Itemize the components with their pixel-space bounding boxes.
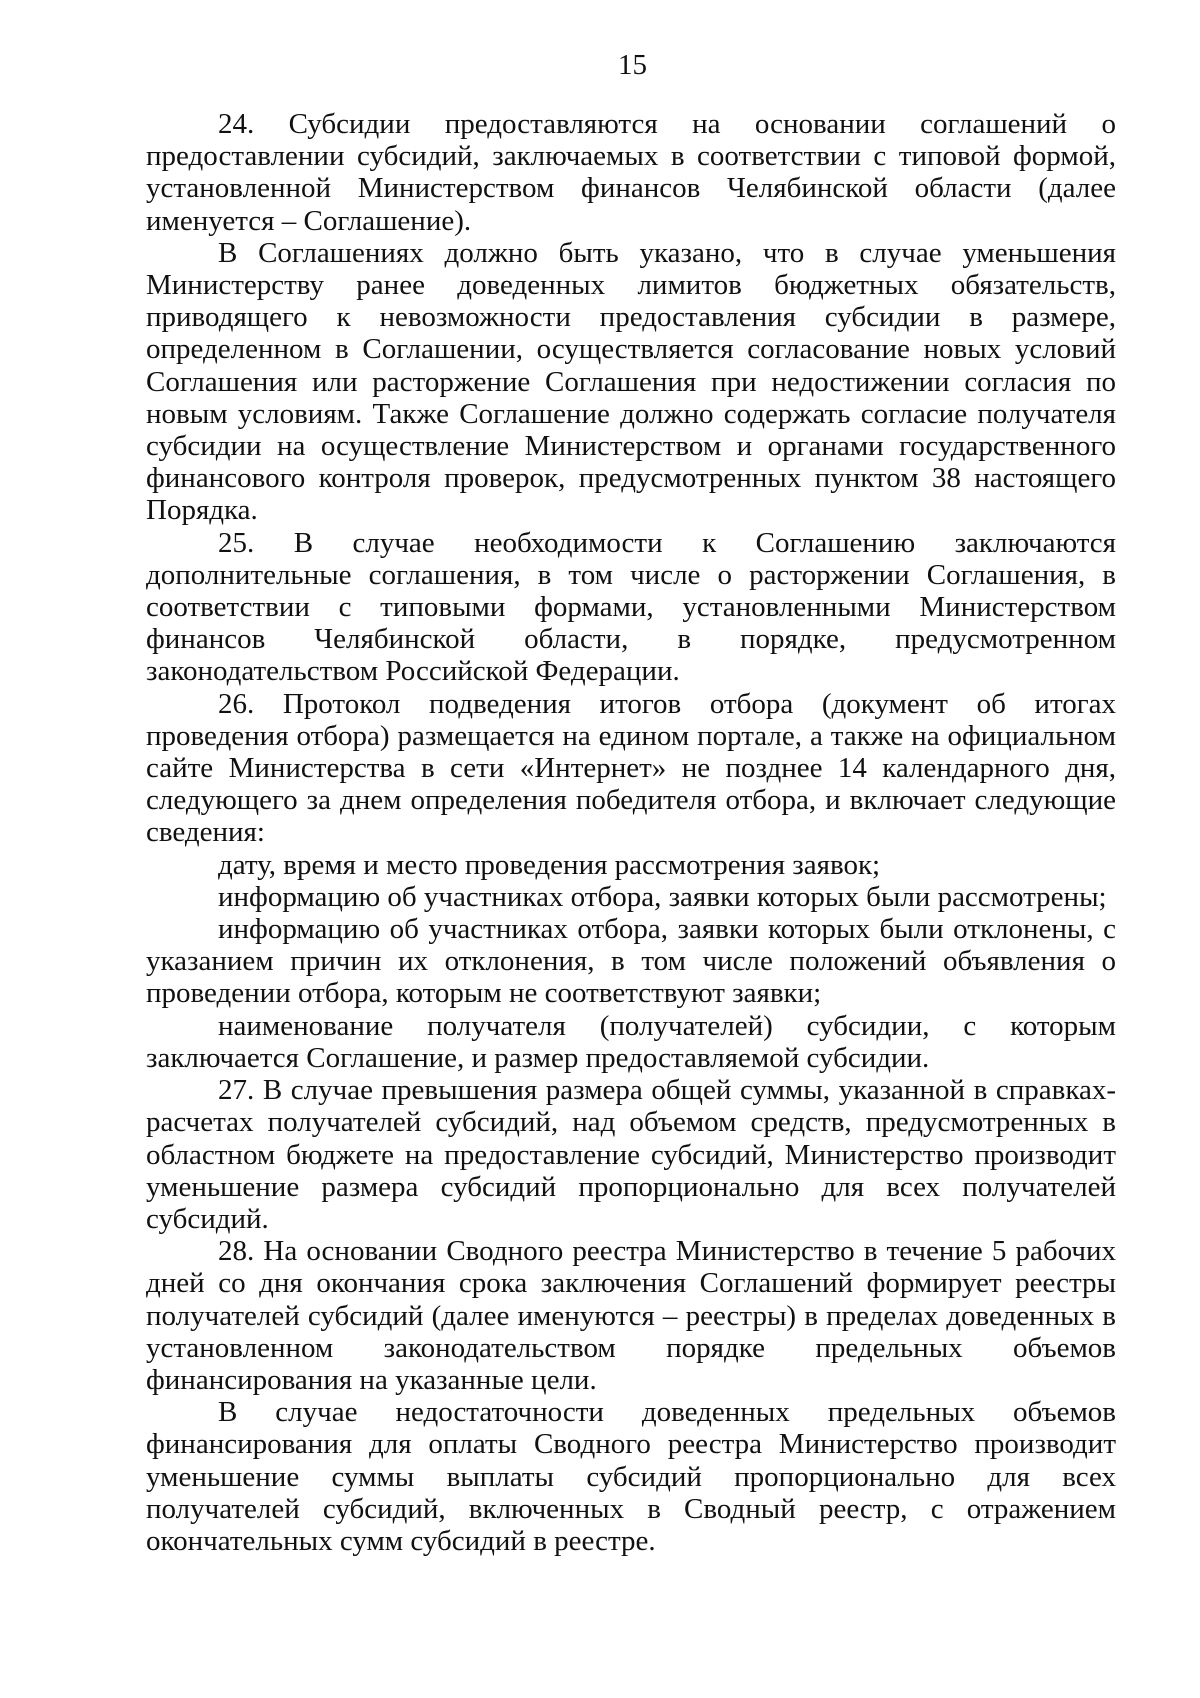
page-number: 15 bbox=[618, 49, 647, 81]
paragraph-26-item-recipient: наименование получателя (получателей) субсидии, с которым заключается Соглашение, и размер предоставляемой субсидии. bbox=[146, 1009, 1116, 1074]
paragraph-24: 24. Субсидии предоставляются на основании соглашений о предоставлении субсидий, заключаемых в соответствии с типовой формой, установленной Министерством финансов Челябинской области (далее именуется – Соглашение). bbox=[146, 108, 1116, 237]
paragraph-25: 25. В случае необходимости к Соглашению заключаются дополнительные соглашения, в том числе о расторжении Соглашения, в соответствии с типовыми формами, установленными Министерством финансов Челябинской области, в порядке, предусмотренном законодательством Российской Федерации. bbox=[146, 526, 1116, 688]
document-body bbox=[146, 108, 1116, 1557]
paragraph-26-item-date: дату, время и место проведения рассмотрения заявок; bbox=[218, 848, 881, 881]
paragraph-28: 28. На основании Сводного реестра Министерство в течение 5 рабочих дней со дня окончания срока заключения Соглашений формирует реестры получателей субсидий (далее именуются – реестры) в пределах доведенных в установленном законодательством порядке предельных объемов финансирования на указанные цели. bbox=[146, 1235, 1116, 1396]
paragraph-26: 26. Протокол подведения итогов отбора (документ об итогах проведения отбора) размещается на едином портале, а также на официальном сайте Министерства в сети «Интернет» не позднее 14 календарного дня, следующего за днем определения победителя отбора, и включает следующие сведения: bbox=[146, 687, 1116, 849]
paragraph-24-agreement-terms: В Соглашениях должно быть указано, что в случае уменьшения Министерству ранее доведенных лимитов бюджетных обязательств, приводящего к невозможности предоставления субсидии в размере, определенном в Соглашении, осуществляется согласование новых условий Соглашения или расторжение Соглашения при недостижении согласия по новым условиям. Также Соглашение должно содержать согласие получателя субсидии на осуществление Министерством и органами государственного финансового контроля проверок, предусмотренных пунктом 38 настоящего Порядка. bbox=[146, 236, 1116, 527]
paragraph-26-item-reviewed: информацию об участниках отбора, заявки которых были рассмотрены; bbox=[218, 880, 1107, 913]
paragraph-26-item-rejected: информацию об участниках отбора, заявки которых были отклонены, с указанием причин их отклонения, в том числе положений объявления о проведении отбора, которым не соответствуют заявки; bbox=[146, 913, 1116, 1010]
paragraph-28-insufficiency: В случае недостаточности доведенных предельных объемов финансирования для оплаты Сводного реестра Министерство производит уменьшение суммы выплаты субсидий пропорционально для всех получателей субсидий, включенных в Сводный реестр, с отражением окончательных сумм субсидий в реестре. bbox=[146, 1396, 1116, 1557]
paragraph-27: 27. В случае превышения размера общей суммы, указанной в справках-расчетах получателей субсидий, над объемом средств, предусмотренных в областном бюджете на предоставление субсидий, Министерство производит уменьшение размера субсидий пропорционально для всех получателей субсидий. bbox=[146, 1074, 1116, 1235]
